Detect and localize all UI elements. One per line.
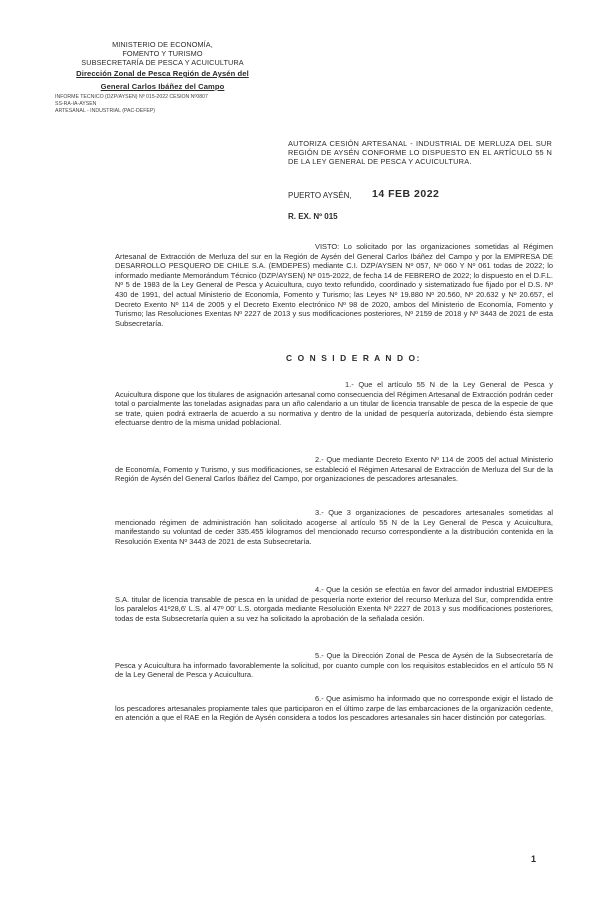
date-stamp: 14 FEB 2022 xyxy=(372,188,440,200)
header-region: General Carlos Ibáñez del Campo xyxy=(100,82,225,91)
header-ref-2: SS-RA-IA-AYSEN xyxy=(55,101,97,107)
considerando-6: 6.- Que asimismo ha informado que no corresponde exigir el listado de los pescadores artesanales propiamente tales que participaron en el último zarpe de las embarcaciones de la organización cedente, en atención a que el RAE en la Región de Aysén considera a todos los pescadores artesanales sin hacer distinción por categorías. xyxy=(115,694,553,723)
resolution-subject: AUTORIZA CESIÓN ARTESANAL - INDUSTRIAL DE MERLUZA DEL SUR REGIÓN DE AYSÉN CONFORME LO DISPUESTO EN EL ARTÍCULO 55 N DE LA LEY GENERAL DE PESCA Y ACUICULTURA. xyxy=(288,139,552,167)
header-direccion: Dirección Zonal de Pesca Región de Aysén del xyxy=(76,69,249,78)
considerando-heading: C O N S I D E R A N D O: xyxy=(286,353,422,363)
resolution-number: R. EX. Nº 015 xyxy=(288,212,338,221)
header-ministry-2: FOMENTO Y TURISMO xyxy=(122,49,203,58)
considerando-5: 5.- Que la Dirección Zonal de Pesca de Aysén de la Subsecretaría de Pesca y Acuicultura ha informado favorablemente la solicitud, por cuanto cumple con los requisitos establecidos en el artículo 55 N de la Ley General de Pesca y Acuicultura. xyxy=(115,651,553,680)
considerando-3: 3.- Que 3 organizaciones de pescadores artesanales sometidas al mencionado régimen de administración han solicitado acogerse al artículo 55 N de la Ley General de Pesca y Acuicultura, manifestando su voluntad de ceder 335.455 kilogramos del mencionado recurso correspondiente a la distribución contenida en la Resolución Exenta Nº 3443 de 2021 de esta Subsecretaría. xyxy=(115,508,553,546)
header-ref-3: ARTESANAL - INDUSTRIAL (PAC-DEFEP) xyxy=(55,108,156,114)
visto-paragraph: VISTO: Lo solicitado por las organizaciones sometidas al Régimen Artesanal de Extracción de Merluza del sur en la Región de Aysén del General Carlos Ibáñez del Campo y por la EMPRESA DE DESARROLLO PESQUERO DE CHILE S.A. (EMDEPES) mediante C.I. DZP/AYSEN Nº 057, Nº 060 Y Nº 061 todas de 2022; lo informado mediante Memorándum Técnico (DZP/AYSEN) Nº 015-2022, de fecha 14 de FEBRERO de 2022; lo dispuesto en el D.F.L. Nº 5 de 1983 de la Ley General de Pesca y Acuicultura, cuyo texto refundido, coordinado y sistematizado fue fijado por el D.S. Nº 430 de 1991, del actual Ministerio de Economía, Fomento y Turismo; las Leyes Nº 19.880 Nº 20.560, Nº 20.632 y Nº 20.657, el Decreto Exento Nº 114 de 2005 y el Decreto Exento electrónico Nº 98 de 2020, ambos del Ministerio de Economía, Fomento y Turismo; las Resoluciones Exentas Nº 2227 de 2013 y sus modificaciones posteriores, Nº 2159 de 2018 y Nº 3443 de 2021 de esta Subsecretaría. xyxy=(115,242,553,328)
considerando-4: 4.- Que la cesión se efectúa en favor del armador industrial EMDEPES S.A. titular de licencia transable de pesca en la unidad de pesquería norte exterior del recurso Merluza del Sur, comprendida entre los paralelos 41º28,6' L.S. al 47º 00' L.S. otorgada mediante Resolución Exenta Nº 2227 de 2013 y sus modificaciones posteriores, todas de esta Subsecretaría quien a su vez ha solicitado la aprobación de la señalada cesión. xyxy=(115,585,553,623)
considerando-1: 1.- Que el artículo 55 N de la Ley General de Pesca y Acuicultura dispone que los titulares de asignación artesanal como consecuencia del Régimen Artesanal de Extracción podrán ceder total o parcialmente las toneladas asignadas para un año calendario a un titular de licencia transable de pesca de la especie de que se trate, quien podrá extraerla de acuerdo a su normativa y dentro de la unidad de pesquería autorizada, debiendo ésta siempre efectuarse dentro de la misma unidad poblacional. xyxy=(115,380,553,428)
place-label: PUERTO AYSÉN, xyxy=(288,191,352,200)
header-ref-1: INFORME TECNICO (DZP/AYSEN) Nº 015-2022 CESION Nº0807 xyxy=(55,94,208,100)
header-subsecretaria: SUBSECRETARÍA DE PESCA Y ACUICULTURA xyxy=(81,58,244,67)
considerando-2: 2.- Que mediante Decreto Exento Nº 114 de 2005 del actual Ministerio de Economía, Fomento y Turismo, y sus modificaciones, se estableció el Régimen Artesanal de Extracción de Merluza del Sur de la Región de Aysén del General Carlos Ibáñez del Campo, por organizaciones de pescadores artesanales. xyxy=(115,455,553,484)
header-ministry: MINISTERIO DE ECONOMÍA, xyxy=(112,40,213,49)
page-number: 1 xyxy=(530,854,536,864)
